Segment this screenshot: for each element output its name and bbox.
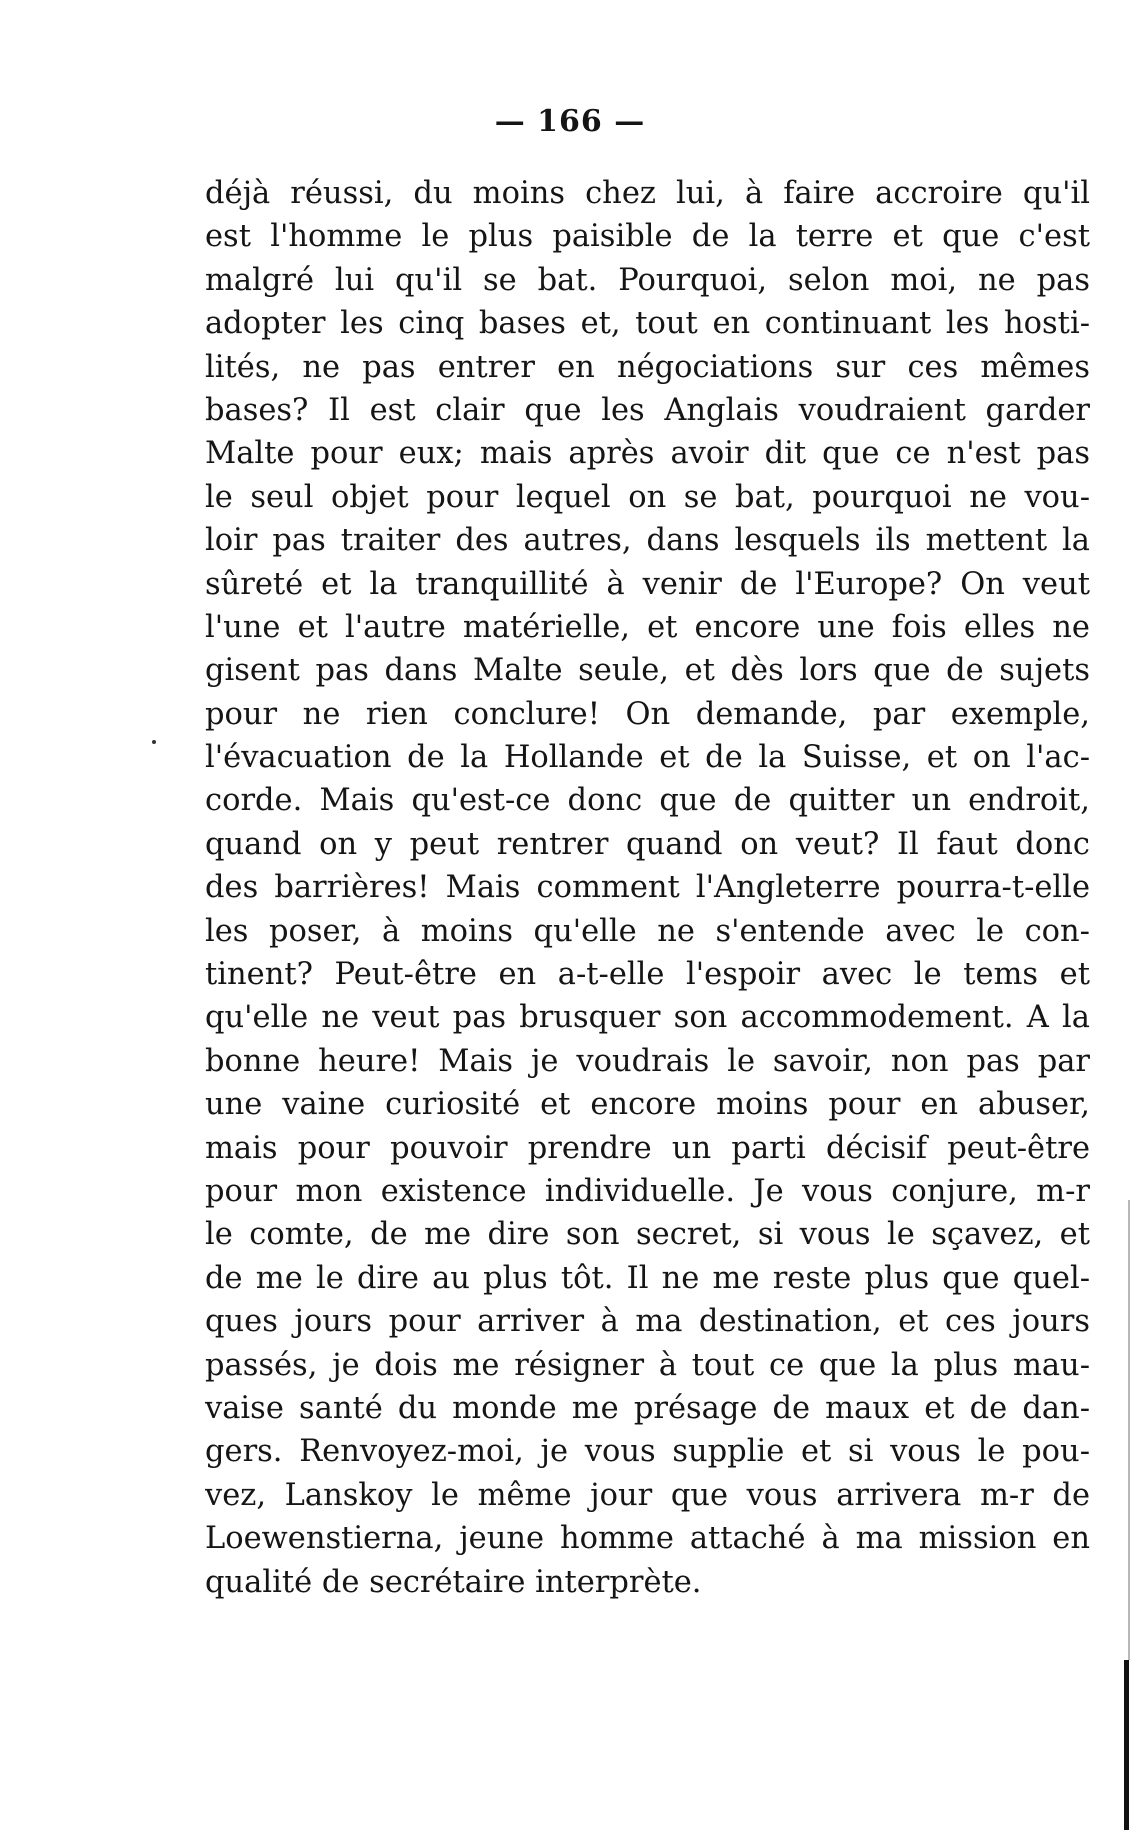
text-line: déjà réussi, du moins chez lui, à faire accroire qu'il <box>205 176 1090 211</box>
text-line: passés, je dois me résigner à tout ce que la plus mau- <box>205 1347 1090 1383</box>
scan-edge-shadow <box>1128 1200 1130 1660</box>
text-line: ques jours pour arriver à ma destination, et ces jours <box>205 1304 1090 1340</box>
text-line: adopter les cinq bases et, tout en continuant les hosti- <box>205 306 1090 342</box>
text-line: malgré lui qu'il se bat. Pourquoi, selon moi, ne pas <box>205 262 1090 298</box>
text-line: loir pas traiter des autres, dans lesquels ils mettent la <box>205 523 1090 559</box>
page-number: — 166 — <box>494 104 646 139</box>
scan-edge <box>1124 1660 1129 1830</box>
text-line: Loewenstierna, jeune homme attaché à ma mission en <box>205 1521 1090 1557</box>
text-line: mais pour pouvoir prendre un parti décisif peut-être <box>205 1130 1090 1166</box>
text-line: gers. Renvoyez-moi, je vous supplie et si vous le pou- <box>205 1434 1090 1470</box>
text-line: vez, Lanskoy le même jour que vous arrivera m-r de <box>205 1477 1090 1513</box>
text-line: pour mon existence individuelle. Je vous conjure, m-r <box>205 1173 1090 1209</box>
text-line: une vaine curiosité et encore moins pour en abuser, <box>205 1087 1090 1123</box>
text-line: sûreté et la tranquillité à venir de l'Europe? On veut <box>205 566 1090 602</box>
text-line: est l'homme le plus paisible de la terre et que c'est <box>205 219 1090 255</box>
text-line: gisent pas dans Malte seule, et dès lors que de sujets <box>205 653 1090 689</box>
text-line: tinent? Peut-être en a-t-elle l'espoir avec le tems et <box>205 957 1090 993</box>
text-line: l'une et l'autre matérielle, et encore une fois elles ne <box>205 609 1090 645</box>
text-line: qu'elle ne veut pas brusquer son accommodement. A la <box>205 1000 1090 1036</box>
text-line: Malte pour eux; mais après avoir dit que ce n'est pas <box>205 436 1090 472</box>
text-line: pour ne rien conclure! On demande, par exemple, <box>205 696 1090 732</box>
text-line: le seul objet pour lequel on se bat, pourquoi ne vou- <box>205 479 1090 515</box>
text-line: lités, ne pas entrer en négociations sur ces mêmes <box>205 349 1090 385</box>
text-line: de me le dire au plus tôt. Il ne me reste plus que quel- <box>205 1260 1090 1296</box>
text-line: des barrières! Mais comment l'Angleterre pourra-t-elle <box>205 870 1090 906</box>
margin-mark <box>152 740 156 744</box>
text-line-last: qualité de secrétaire interprète. <box>205 1564 702 1600</box>
text-line: les poser, à moins qu'elle ne s'entende avec le con- <box>205 913 1090 949</box>
text-line: bonne heure! Mais je voudrais le savoir, non pas par <box>205 1043 1090 1079</box>
text-line: bases? Il est clair que les Anglais voudraient garder <box>205 392 1090 428</box>
text-line: l'évacuation de la Hollande et de la Suisse, et on l'ac- <box>205 740 1090 776</box>
body-text <box>205 172 1090 1604</box>
text-line: vaise santé du monde me présage de maux et de dan- <box>205 1390 1090 1426</box>
text-line: corde. Mais qu'est-ce donc que de quitter un endroit, <box>205 783 1090 819</box>
text-line: le comte, de me dire son secret, si vous le sçavez, et <box>205 1217 1090 1253</box>
text-line: quand on y peut rentrer quand on veut? Il faut donc <box>205 826 1090 862</box>
